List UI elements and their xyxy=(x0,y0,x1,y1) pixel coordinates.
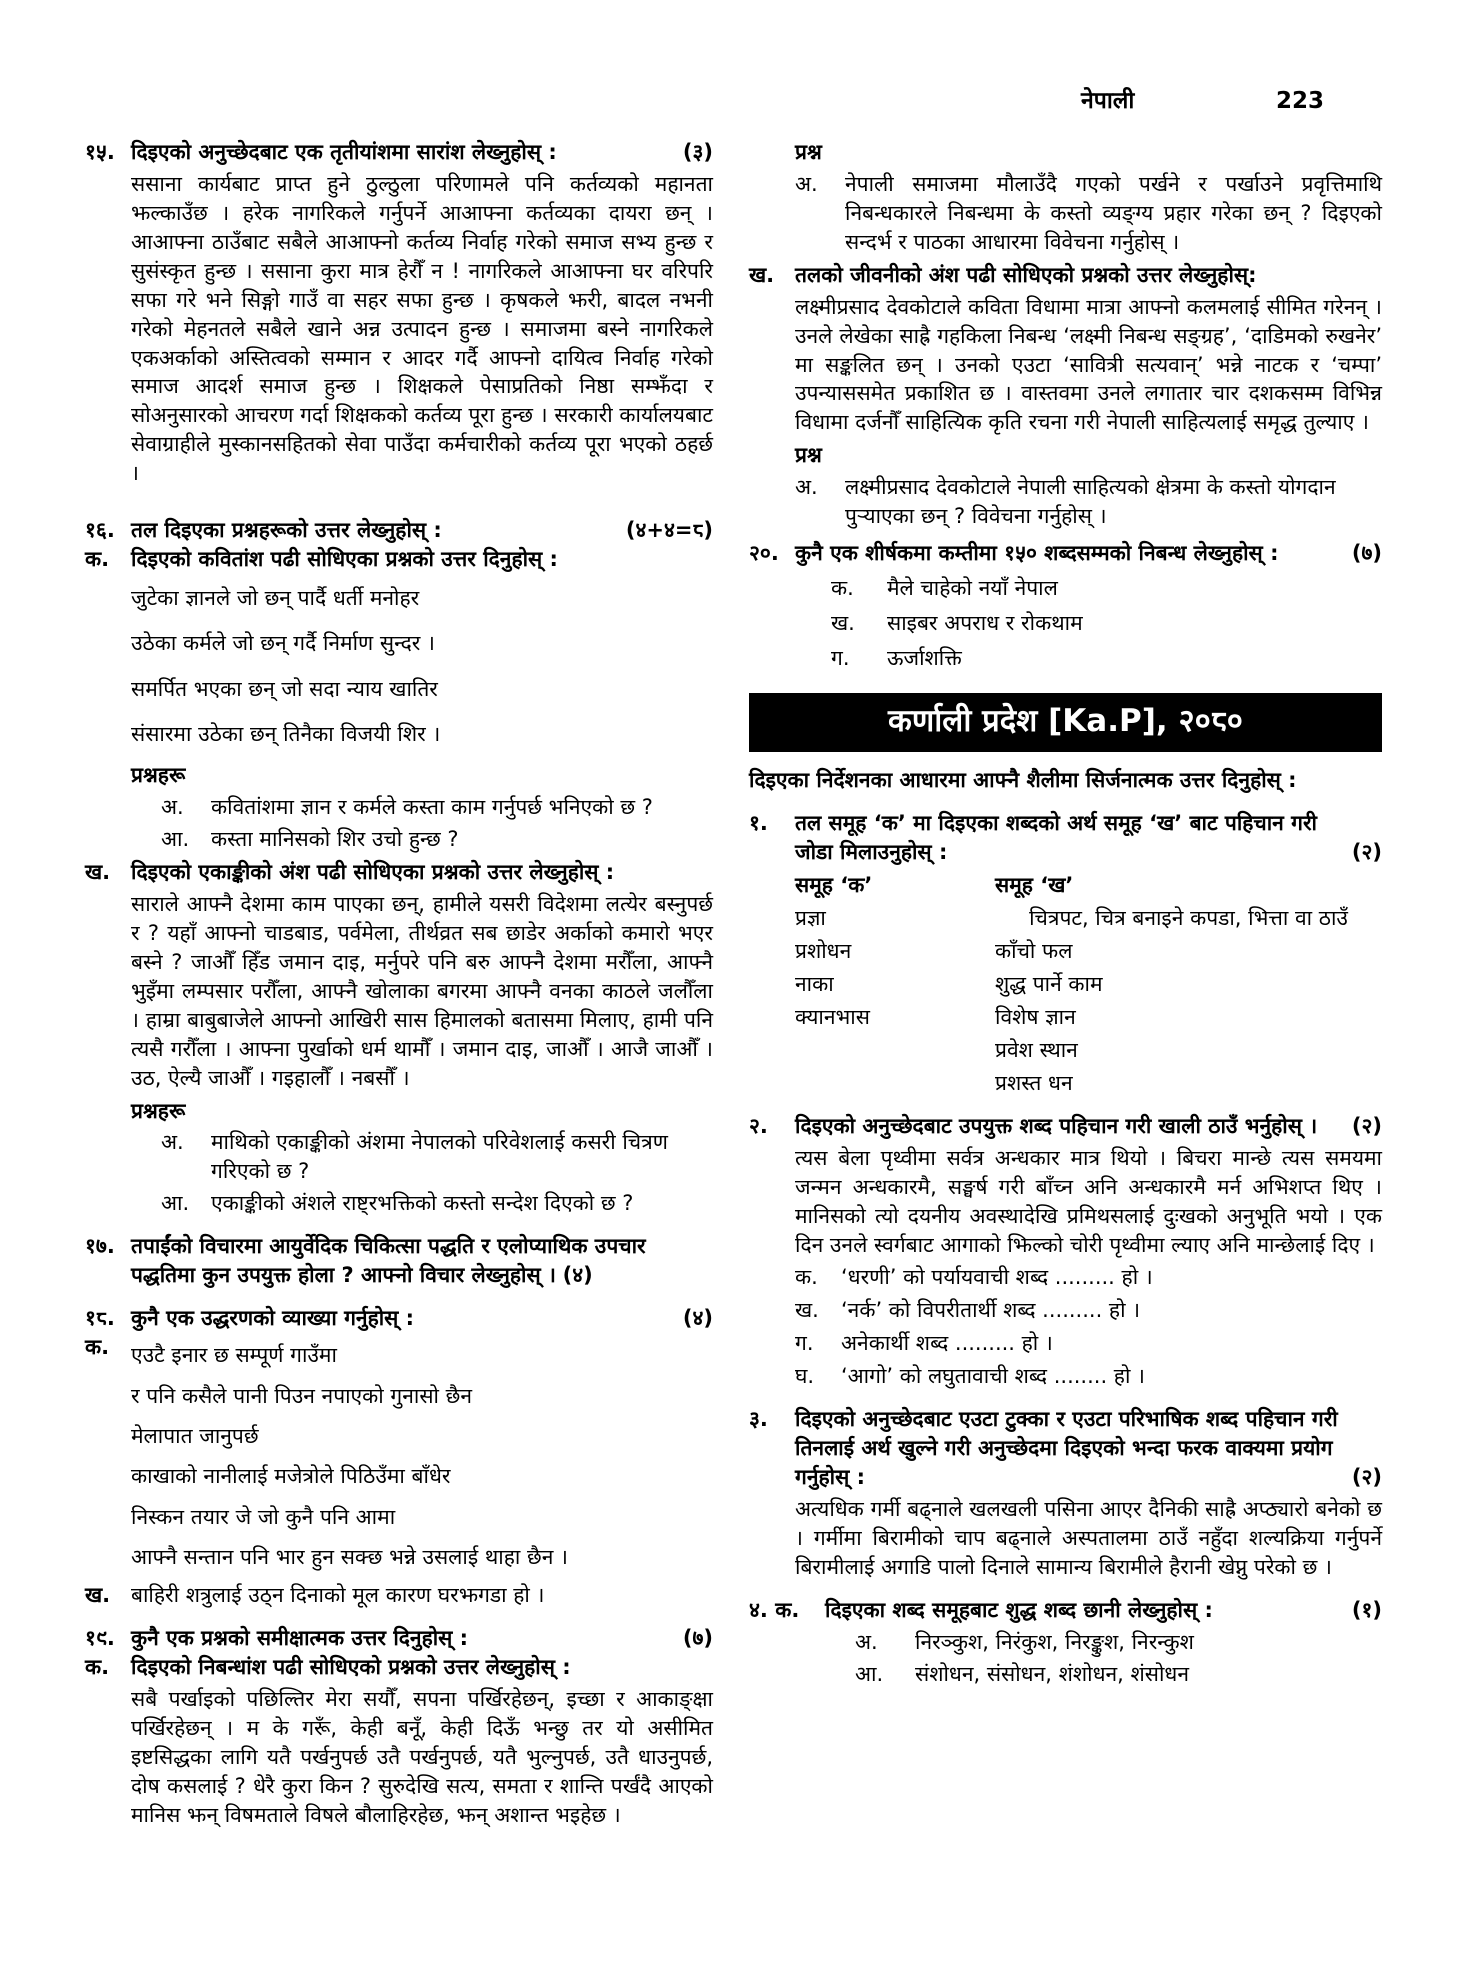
question-19-ka-title: दिइएको निबन्धांश पढी सोधिएको प्रश्नको उत्तर लेख्नुहोस् : xyxy=(131,1655,571,1680)
question-kha-content xyxy=(795,261,1382,532)
question-19-number: १९. xyxy=(85,1626,115,1651)
page-number: 223 xyxy=(1275,88,1324,114)
verse-line: मेलापात जानुपर्छ xyxy=(131,1423,259,1448)
question-16-heading xyxy=(131,516,713,545)
question-19-ka-passage: सबै पर्खाइको पछिल्तिर मेरा सयौँ, सपना पर्खिरहेछन्, इच्छा र आकाङ्क्षा पर्खिरहेछन् । म के गरूँ, केही बनूँ, केही दिऊँ भन्छु तर यो असीमित इष्टसिद्धका लागि यतै पर्खनुपर्छ उतै पर्खनुपर्छ, यतै भुल्नुपर्छ, उतै धाउनुपर्छ, दोष कसलाई ? धेरै कुरा किन ? सुरुदेखि सत्य, समता र शान्ति पर्खंदै आएको मानिस झन् विषमताले विषले बौलाहिरहेछ, झन् अशान्त भइहेछ । xyxy=(131,1687,713,1827)
verse-line: काखाको नानीलाई मजेत्रोले पिठिउँमा बाँधेर xyxy=(131,1464,451,1489)
match-term: प्रज्ञा xyxy=(795,905,826,930)
province-exam-banner: कर्णाली प्रदेश [Ka.P], २०८० xyxy=(749,693,1382,752)
match-row xyxy=(795,937,1382,966)
question-2-content xyxy=(795,1112,1382,1392)
question-16-number: १६. xyxy=(85,518,115,543)
question-20-number: २०. xyxy=(749,541,779,566)
question-2-title: दिइएको अनुच्छेदबाट उपयुक्त शब्द पहिचान गरी खाली ठाउँ भर्नुहोस् । xyxy=(795,1113,1318,1138)
question-4-title: दिइएका शब्द समूहबाट शुद्ध शब्द छानी लेख्नुहोस् : xyxy=(825,1598,1213,1623)
word-option-label: आ. xyxy=(855,1662,884,1687)
poem-line: उठेका कर्मले जो छन् गर्दै निर्माण सुन्दर । xyxy=(131,631,435,656)
fill-in-text: ‘नर्क’ को विपरीतार्थी शब्द ......... हो । xyxy=(841,1298,1141,1323)
sub-question xyxy=(795,170,1382,257)
sub-question-label: आ. xyxy=(161,826,190,851)
question-kha-passage: लक्ष्मीप्रसाद देवकोटाले कविता विधामा मात्रा आफ्नो कलमलाई सीमित गरेनन् । उनले लेखेका साह्रै गहकिला निबन्ध ‘लक्ष्मी निबन्ध सङ्ग्रह’, ‘दाडिमको रुखनेर’ मा सङ्कलित छन् । उनको एउटा ‘सावित्री सत्यवान्’ भन्ने नाटक र ‘चम्पा’ उपन्याससमेत प्रकाशित छ । वास्तवमा उनले लगातार चार दशकसम्म विभिन्न विधामा दर्जनौँ साहित्यिक कृति रचना गरी नेपाली साहित्यलाई समृद्ध तुल्याए । xyxy=(795,294,1382,435)
essay-topic-label: क. xyxy=(831,576,854,601)
sub-question xyxy=(131,793,713,822)
question-18-ka xyxy=(85,1333,713,1577)
match-row xyxy=(795,904,1382,933)
essay-topic xyxy=(795,644,1382,673)
quotation-verse xyxy=(131,1335,713,1577)
instructions-text: दिइएका निर्देशनका आधारमा आफ्नै शैलीमा सिर्जनात्मक उत्तर दिनुहोस् : xyxy=(749,767,1297,792)
questions-label: प्रश्न xyxy=(795,443,822,468)
fill-in-item xyxy=(795,1296,1382,1325)
question-18-kha-text: बाहिरी शत्रुलाई उठ्न दिनाको मूल कारण घरझगडा हो । xyxy=(131,1583,545,1608)
poem-line: समर्पित भएका छन् जो सदा न्याय खातिर xyxy=(131,676,438,701)
group-kha-header: समूह ‘ख’ xyxy=(995,872,1074,897)
subject-title: नेपाली xyxy=(1081,88,1135,114)
question-18 xyxy=(85,1304,713,1333)
question-17 xyxy=(85,1232,713,1290)
sub-question xyxy=(131,1128,713,1186)
match-term: नाका xyxy=(795,971,834,996)
verse-line: एउटै इनार छ सम्पूर्ण गाउँमा xyxy=(131,1343,337,1368)
question-20-content xyxy=(795,539,1382,673)
question-18-content xyxy=(131,1304,713,1333)
question-16-ka-content xyxy=(131,545,713,853)
question-15-content xyxy=(131,138,713,489)
fill-in-item xyxy=(795,1263,1382,1292)
question-3-number: ३. xyxy=(749,1407,768,1432)
match-row xyxy=(795,1003,1382,1032)
poem-excerpt xyxy=(131,576,713,757)
question-16 xyxy=(85,516,713,545)
match-definition: प्रवेश स्थान xyxy=(995,1037,1078,1062)
question-19-ka-number: क. xyxy=(85,1655,110,1680)
question-16-ka-title: दिइएको कवितांश पढी सोधिएका प्रश्नको उत्तर दिनुहोस् : xyxy=(131,547,558,572)
sub-question-label: आ. xyxy=(161,1191,190,1216)
question-1-number: १. xyxy=(749,810,768,835)
verse-line: आफ्नै सन्तान पनि भार हुन सक्छ भन्ने उसलाई थाहा छैन । xyxy=(131,1544,568,1569)
sub-question-text: माथिको एकाङ्कीको अंशमा नेपालको परिवेशलाई कसरी चित्रण गरिएको छ ? xyxy=(211,1130,668,1184)
question-20-title: कुनै एक शीर्षकमा कम्तीमा १५० शब्दसम्मको निबन्ध लेख्नुहोस् : xyxy=(795,541,1279,566)
question-kha-title: तलको जीवनीको अंश पढी सोधिएको प्रश्नको उत्तर लेख्नुहोस्: xyxy=(795,262,1257,287)
question-17-marks: (४) xyxy=(562,1263,593,1288)
question-17-title: तपाईंको विचारमा आयुर्वेदिक चिकित्सा पद्धति र एलोप्याथिक उपचार पद्धतिमा कुन उपयुक्त होला ? आफ्नो विचार लेख्नुहोस् । xyxy=(131,1234,646,1288)
question-15-title: दिइएको अनुच्छेदबाट एक तृतीयांशमा सारांश लेख्नुहोस् : xyxy=(131,139,557,164)
question-4 xyxy=(749,1596,1382,1689)
question-16-marks: (४+४=८) xyxy=(625,518,713,543)
question-18-marks: (४) xyxy=(682,1306,713,1331)
fill-in-label: ग. xyxy=(795,1331,814,1356)
question-16-kha-content xyxy=(131,858,713,1219)
match-definition: चित्रपट, चित्र बनाइने कपडा, भित्ता वा ठाउँ xyxy=(1029,905,1348,930)
word-option-text: निरञ्कुश, निरंकुश, निरङ्कुश, निरन्कुश xyxy=(915,1630,1194,1655)
question-2-marks: (२) xyxy=(1351,1113,1382,1138)
question-4-content xyxy=(825,1596,1382,1689)
sub-question xyxy=(131,1189,713,1218)
right-column xyxy=(749,138,1382,1830)
question-19-marks: (७) xyxy=(682,1626,713,1651)
question-19 xyxy=(85,1624,713,1653)
fill-in-label: घ. xyxy=(795,1364,815,1389)
question-2-heading xyxy=(795,1112,1382,1141)
question-1-content xyxy=(795,809,1382,1098)
questions-label: प्रश्नहरू xyxy=(131,762,186,787)
page-header xyxy=(749,86,1382,118)
question-3-passage: अत्यधिक गर्मी बढ्नाले खलखली पसिना आएर दैनिकी साह्रै अप्ठ्यारो बनेको छ । गर्मीमा बिरामीको चाप बढ्नाले अस्पतालमा ठाउँ नहुँदा शल्यक्रिया गर्नुपर्ने बिरामीलाई अगाडि पालो दिनाले सामान्य बिरामीले हैरानी खेप्नु परेको छ । xyxy=(795,1497,1382,1580)
question-4-number: ४. क. xyxy=(749,1598,800,1623)
match-row xyxy=(795,1036,1382,1065)
question-19-title: कुनै एक प्रश्नको समीक्षात्मक उत्तर दिनुहोस् : xyxy=(131,1626,469,1651)
poem-line: जुटेका ज्ञानले जो छन् पार्दै धर्ती मनोहर xyxy=(131,586,420,611)
verse-line: र पनि कसैले पानी पिउन नपाएको गुनासो छैन xyxy=(131,1383,473,1408)
continued-question-block xyxy=(749,138,1382,257)
sub-question-text: एकाङ्कीको अंशले राष्ट्रभक्तिको कस्तो सन्देश दिएको छ ? xyxy=(211,1191,634,1216)
question-16-kha xyxy=(85,858,713,1219)
question-18-kha xyxy=(85,1581,713,1610)
questions-label: प्रश्न xyxy=(795,139,822,164)
sub-question-text: लक्ष्मीप्रसाद देवकोटाले नेपाली साहित्यको क्षेत्रमा के कस्तो योगदान पुऱ्याएका छन् ? विवेचना गर्नुहोस् । xyxy=(845,475,1336,529)
question-20 xyxy=(749,539,1382,673)
question-15-passage: ससाना कार्यबाट प्राप्त हुने ठुल्ठुला परिणामले पनि कर्तव्यको महानता झल्काउँछ । हरेक नागरिकले गर्नुपर्ने आआफ्ना कर्तव्यका दायरा छन् । आआफ्ना ठाउँबाट सबैले आआफ्नो कर्तव्य निर्वाह गरेको समाज सभ्य हुन्छ र सुसंस्कृत हुन्छ । ससाना कुरा मात्र हेरौँ न ! नागरिकले आआफ्ना घर वरिपरि सफा गरे भने सिङ्गो गाउँ वा सहर सफा हुन्छ । कृषकले झरी, बादल नभनी गरेको मेहनतले सबैले खाने अन्न उत्पादन हुन्छ । समाजमा बस्ने नागरिकले एकअर्काको अस्तित्वको सम्मान र आदर गर्दै आफ्नो दायित्व निर्वाह गरेको समाज आदर्श समाज हुन्छ । शिक्षकले पेसाप्रतिको निष्ठा सम्झँदा र सोअनुसारको आचरण गर्दा शिक्षकको कर्तव्य पूरा हुन्छ । सरकारी कार्यालयबाट सेवाग्राहीले मुस्कानसहितको सेवा पाउँदा कर्मचारीको कर्तव्य पूरा भएको ठहर्छ । xyxy=(131,171,713,486)
fill-in-text: अनेकार्थी शब्द ......... हो । xyxy=(841,1331,1053,1356)
word-option-label: अ. xyxy=(855,1630,878,1655)
fill-in-item xyxy=(795,1329,1382,1358)
match-definition: प्रशस्त धन xyxy=(995,1070,1073,1095)
question-3-marks: (२) xyxy=(1351,1465,1382,1490)
essay-topic xyxy=(795,609,1382,638)
question-15 xyxy=(85,138,713,489)
sub-question xyxy=(795,473,1382,531)
sub-question-label: अ. xyxy=(161,794,184,819)
two-column-layout xyxy=(85,138,1383,1830)
word-option-row xyxy=(825,1628,1382,1657)
essay-topic-label: ग. xyxy=(831,646,850,671)
fill-in-item xyxy=(795,1362,1382,1391)
question-18-title: कुनै एक उद्धरणको व्याख्या गर्नुहोस् : xyxy=(131,1306,415,1331)
question-2 xyxy=(749,1112,1382,1392)
question-18-heading xyxy=(131,1304,713,1333)
question-16-ka-number: क. xyxy=(85,547,110,572)
match-term: प्रशोधन xyxy=(795,938,852,963)
essay-topic-text: मैले चाहेको नयाँ नेपाल xyxy=(887,576,1058,601)
group-ka-header: समूह ‘क’ xyxy=(795,872,873,897)
fill-in-label: ख. xyxy=(795,1298,819,1323)
essay-topic-text: ऊर्जाशक्ति xyxy=(887,646,962,671)
question-18-ka-number: क. xyxy=(85,1335,110,1360)
match-row xyxy=(795,970,1382,999)
question-3-content xyxy=(795,1405,1382,1582)
sub-question-label: अ. xyxy=(161,1130,184,1155)
fill-in-text: ‘आगो’ को लघुतावाची शब्द ........ हो । xyxy=(841,1364,1146,1389)
question-3-title: दिइएको अनुच्छेदबाट एउटा टुक्का र एउटा परिभाषिक शब्द पहिचान गरी तिनलाई अर्थ खुल्ने गरी अनुच्छेदमा दिइएको भन्दा फरक वाक्यमा प्रयोग गर्नुहोस् : xyxy=(795,1407,1338,1490)
question-20-heading xyxy=(795,539,1382,568)
question-16-kha-passage: साराले आफ्नै देशमा काम पाएका छन्, हामीले यसरी विदेशमा लत्येर बस्नुपर्छ र ? यहाँ आफ्नो चाडबाड, पर्वमेला, तीर्थव्रत सब छाडेर अर्काको कमारो भएर बस्ने ? जाऔँ हिँड जमान दाइ, मर्नुपरे पनि बरु आफ्नै देशमा मरौँला, आफ्नै भुइँमा लम्पसार परौँला, आफ्नै खोलाका बगरमा आफ्नै वनका काठले जलौँला । हाम्रा बाबुबाजेले आफ्नो आखिरी सास हिमालको बतासमा मिलाए, हामी पनि त्यसै गरौँला । आफ्ना पुर्खाको धर्म थामौँ । जमान दाइ, जाऔँ । आजै जाऔँ । उठ, ऐल्यै जाऔँ । गइहालौँ । नबसौँ । xyxy=(131,891,713,1090)
sub-question-text: नेपाली समाजमा मौलाउँदै गएको पर्खने र पर्खाउने प्रवृत्तिमाथि निबन्धकारले निबन्धमा के कस्तो व्यङ्ग्य प्रहार गरेका छन् ? दिइएको सन्दर्भ र पाठका आधारमा विवेचना गर्नुहोस् । xyxy=(845,171,1382,254)
question-3-heading xyxy=(795,1405,1382,1492)
word-option-row xyxy=(825,1660,1382,1689)
sub-question-text: कवितांशमा ज्ञान र कर्मले कस्ता काम गर्नुपर्छ भनिएको छ ? xyxy=(211,794,653,819)
question-16-title: तल दिइएका प्रश्नहरूको उत्तर लेख्नुहोस् : xyxy=(131,518,442,543)
sub-question-label: अ. xyxy=(795,475,818,500)
questions-label: प्रश्नहरू xyxy=(131,1098,186,1123)
question-3 xyxy=(749,1405,1382,1582)
poem-line: संसारमा उठेका छन् तिनैका विजयी शिर । xyxy=(131,721,441,746)
question-4-heading xyxy=(825,1596,1382,1625)
fill-in-text: ‘धरणी’ को पर्यायवाची शब्द ......... हो । xyxy=(841,1265,1153,1290)
question-15-heading xyxy=(131,138,713,167)
left-column xyxy=(85,138,713,1830)
question-19-content xyxy=(131,1624,713,1653)
question-1-heading xyxy=(795,809,1382,867)
question-19-ka xyxy=(85,1653,713,1830)
question-18-number: १८. xyxy=(85,1306,115,1331)
match-term xyxy=(795,1069,995,1098)
essay-topic xyxy=(795,574,1382,603)
question-20-marks: (७) xyxy=(1351,541,1382,566)
question-17-content xyxy=(131,1232,713,1290)
sub-question-text: कस्ता मानिसको शिर उचो हुन्छ ? xyxy=(211,826,459,851)
question-15-marks: (३) xyxy=(682,139,713,164)
question-kha-biography xyxy=(749,261,1382,532)
question-16-kha-number: ख. xyxy=(85,859,111,884)
question-16-kha-title: दिइएको एकाङ्कीको अंश पढी सोधिएका प्रश्नको उत्तर लेख्नुहोस् : xyxy=(131,859,615,884)
question-16-content xyxy=(131,516,713,545)
match-column-headers xyxy=(795,871,1382,900)
essay-topic-text: साइबर अपराध र रोकथाम xyxy=(887,611,1083,636)
question-2-passage: त्यस बेला पृथ्वीमा सर्वत्र अन्धकार मात्र थियो । बिचरा मान्छे त्यस समयमा जन्मन अन्धकारमै, सङ्घर्ष गरी बाँच्न अनि अन्धकारमै मर्न अभिशप्त थिए । मानिसको त्यो दयनीय अवस्थादेखि प्रमिथसलाई दुःखको अनुभूति भयो । एक दिन उनले स्वर्गबाट आगाको झिल्को चोरी पृथ्वीमा ल्याए अनि मान्छेलाई दिए । xyxy=(795,1145,1382,1257)
sub-question-label: अ. xyxy=(795,171,818,196)
question-19-ka-content xyxy=(131,1653,713,1830)
fill-in-label: क. xyxy=(795,1265,818,1290)
question-19-heading xyxy=(131,1624,713,1653)
word-option-text: संशोधन, संसोधन, शंशोधन, शंसोधन xyxy=(915,1662,1189,1687)
match-definition: काँचो फल xyxy=(995,938,1073,963)
sub-question xyxy=(131,825,713,854)
question-15-number: १५. xyxy=(85,139,115,164)
question-17-number: १७. xyxy=(85,1234,115,1259)
essay-topic-label: ख. xyxy=(831,611,855,636)
match-definition: विशेष ज्ञान xyxy=(995,1004,1076,1029)
question-1-title: तल समूह ‘क’ मा दिइएका शब्दको अर्थ समूह ‘ख’ बाट पहिचान गरी जोडा मिलाउनुहोस् : xyxy=(795,810,1317,864)
question-kha-number: ख. xyxy=(749,262,775,287)
match-term: क्यानभास xyxy=(795,1004,870,1029)
question-4-marks: (१) xyxy=(1351,1598,1382,1623)
match-term xyxy=(795,1036,995,1065)
verse-line: निस्कन तयार जे जो कुनै पनि आमा xyxy=(131,1504,396,1529)
question-18-kha-number: ख. xyxy=(85,1583,111,1608)
question-16-ka xyxy=(85,545,713,853)
question-2-number: २. xyxy=(749,1113,768,1138)
match-definition: शुद्ध पार्ने काम xyxy=(995,971,1103,996)
match-row xyxy=(795,1069,1382,1098)
question-1 xyxy=(749,809,1382,1098)
question-1-marks: (२) xyxy=(1351,839,1382,864)
